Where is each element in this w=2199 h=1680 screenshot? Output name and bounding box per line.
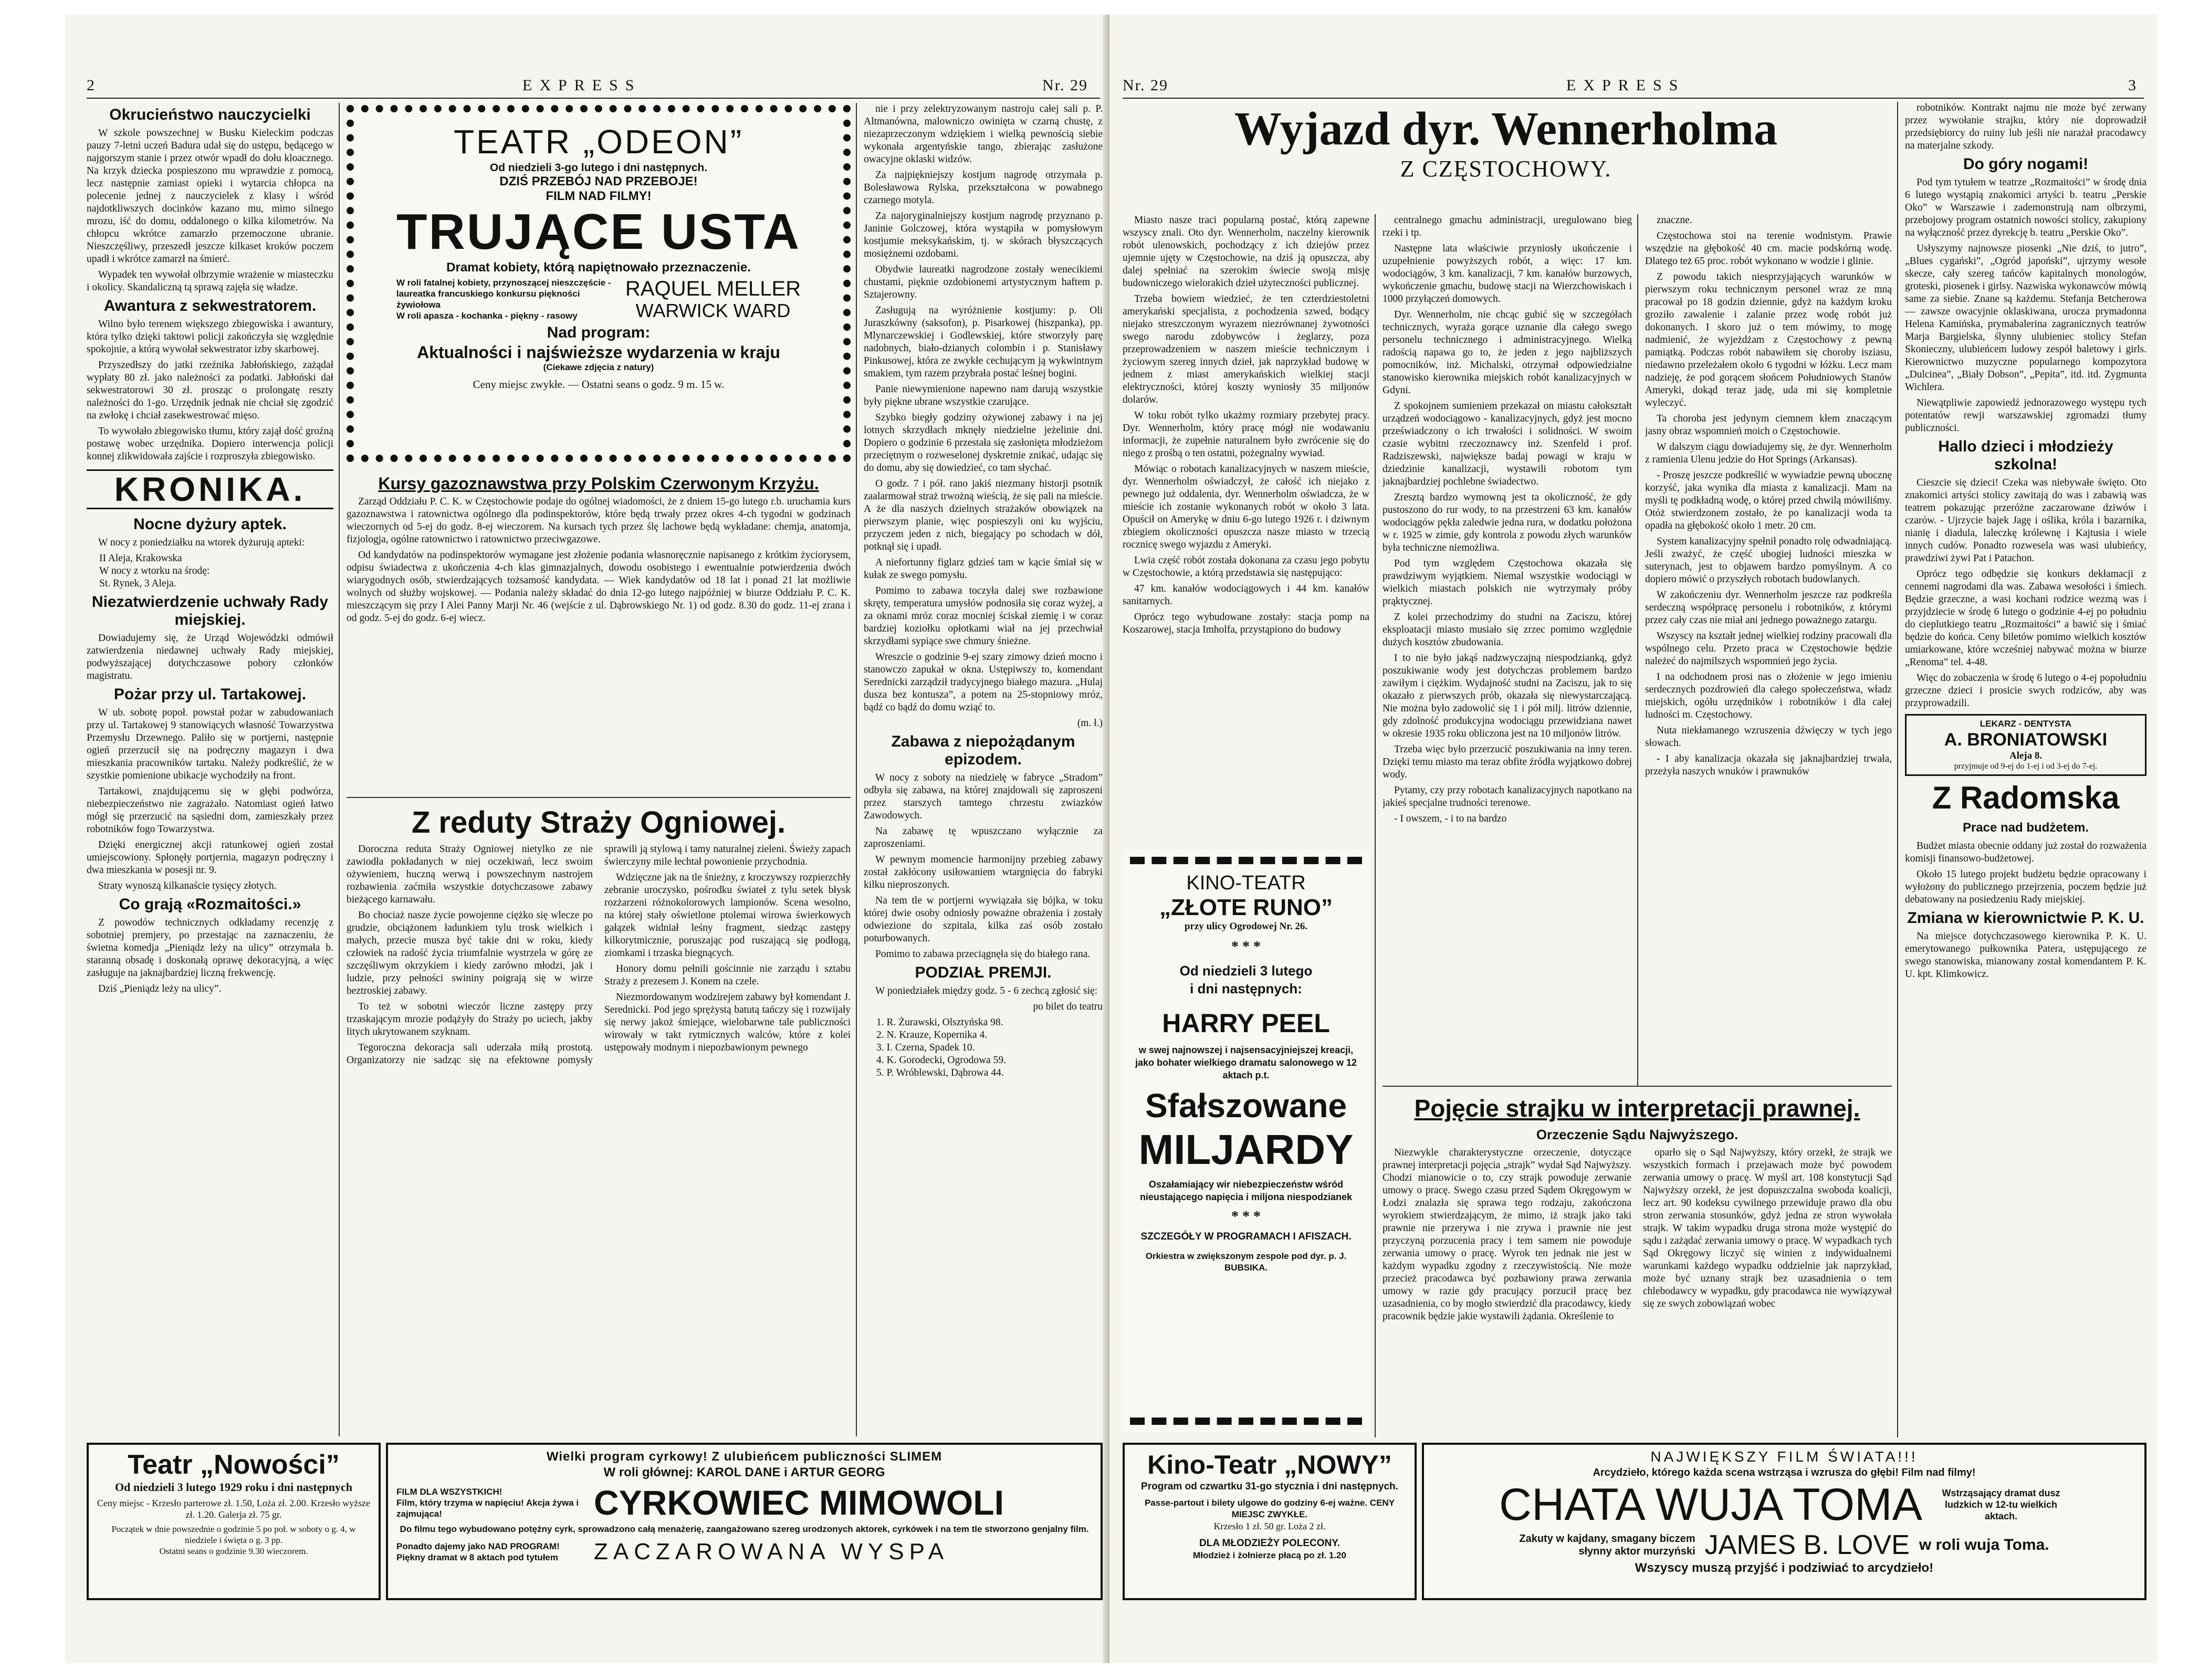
article-paragraph: W toku robót tylko ukażmy rozmiary przebytej pracy. Dyr. Wennerholm, który pracę mógł nie wodawaniu informacji, że zupełnie naturalnem było zwrócenie się do niego z prośbą o ten ostatni, pożegnalny wywiad. [1123, 410, 1369, 459]
article-paragraph: Następne lata właściwie przyniosły ukończenie i uzupełnienie powyższych robót, a więc: 17 km. wodociągów, 3 km. kanalizacji, 7 km. kanałów burzowych, wykończenie gmachu, budowę stacji na Wierzchowiskach i 1000 przyłączeń domowych. [1383, 243, 1632, 304]
article-paragraph: Więc do zobaczenia w środę 6 lutego o 4-ej popołudniu grzeczne dzieci i prosicie swych rodziców, aby was przyprowadzili. [1905, 673, 2146, 709]
article-paragraph: Pytamy, czy przy robotach kanalizacyjnych napotkano na jakieś specjalne trudności terenowe. [1383, 785, 1632, 808]
article-paragraph: Około 15 lutego projekt budżetu będzie opracowany i wyłożony do publicznego przejrzenia, poczem będzie już debatowany na posiedzeniu Rady miejskiej. [1905, 869, 2146, 905]
article-paragraph: Pod tym tytułem w teatrze „Rozmaitości” w środę dnia 6 lutego wystąpią znakomici artyści b. teatru „Perskie Oko” w Warszawie i zademonstrują nam olbrzymi, przebojowy program ostatnich nowości stolicy, zakupiony na wyłączność przez dyrekcję b. teatru „Perskie Oko”. [1905, 177, 2146, 238]
article-title: Awantura z sekwestratorem. [103, 297, 317, 314]
kursy-article [347, 471, 851, 792]
column-divider [856, 103, 857, 1436]
article-paragraph: Straty wynoszą kilkanaście tysięcy złotych. [98, 880, 277, 891]
ad-text: przyjmuje od 9-ej do 1-ej i od 3-ej do 7-ej. [1954, 762, 2098, 771]
right-column-1 [1123, 214, 1369, 839]
article-paragraph: To też w sobotni wieczór liczne zastępy przy trzaskającym mrozie podążyły do Straży po uciech, jakby litych ukrytowanem szyknam. [347, 1001, 593, 1037]
article-paragraph: po bilet do teatru [1033, 1001, 1103, 1012]
ad-text: (Ciekawe zdjęcia z natury) [543, 362, 654, 372]
article-paragraph: System kanalizacyjny spełnił ponadto rolę odwadniającą. Jeśli zważyć, że część ubogiej ludności mieszka w suterynach, jest to objawem bardzo pomyślnym. A co dopiero mówić o przyszłych robotach budowlanych. [1645, 536, 1892, 585]
ad-film-title: ZACZAROWANA WYSPA [594, 1539, 949, 1564]
nowosci-theatre-ad [87, 1443, 381, 1600]
article-paragraph: Lwia część robót została dokonana za czasu jego pobytu w Częstochowie, a którą przedstawia się następująco: [1123, 555, 1369, 579]
article-title: Okrucieństwo nauczycielki [109, 106, 311, 123]
article-paragraph: Dziś „Pieniądz leży na ulicy”. [98, 983, 222, 994]
article-title: Hallo dzieci i młodzieży szkolna! [1938, 438, 2113, 473]
ad-text: w roli wuja Toma. [1919, 1536, 2049, 1553]
ad-text: Program od czwartku 31-go stycznia i dni następnych. [1141, 1481, 1398, 1492]
ad-ornament: * * * [1231, 939, 1261, 955]
article-paragraph: Niezmordowanym wodzirejem zabawy był komendant J. Serednicki. Pod jego sprężystą batutą tańczy się i rozwijały się nerwy jakoż śmiejące, wielobarwne tale publiczności wirowały w takt rytmicznych walców, które z kolei ustępowały modnym i niepozbawionym pewnego [604, 992, 851, 1053]
ad-ornament: * * * [1231, 1209, 1261, 1225]
column-divider [1897, 102, 1898, 1437]
article-paragraph: Oprócz tego odbędzie się konkurs dekłamacji z cennemi nagrodami dla was. Zabawa wesołości i śmiech. Będzie grzeczne, a wasi kochani rodzice wezmą was i przyjdziecie w środę 6 lutego o godzinie 4-ej po południu do cieplutkiego teatru „Rozmaitości” a bawić się i śmiać będzie do końca. Ceny biletów pomimo wielkich kosztów umiarkowane, które wcześniej nabywać można w biurze „Renoma” tel. 4-48. [1905, 569, 2146, 668]
ad-text: FILM NAD FILMY! [546, 189, 652, 203]
article-paragraph: Miasto nasze traci popularną postać, którą zapewne wszyscy znali. Oto dyr. Wennerholm, naczelny kierownik robót ulenowskich, pochodzący z ich dziejów przez ujemnie ujęty w Częstochowie, na dziś ją opuszcza, aby dalej spełniać na szerokim świecie swoją misję budowniczego wielorakich dzieł użyteczności publicznej. [1123, 215, 1369, 289]
ad-text: laureatka francuskiego konkursu piękności żywiołowa [396, 289, 580, 310]
column-divider [1637, 214, 1638, 1086]
article-paragraph: W dalszym ciągu dowiadujemy się, że dyr. Wennerholm z ramienia Ulenu jedzie do Hot Springs (Arkansas). [1645, 442, 1892, 465]
article-paragraph: Cieszcie się dzieci! Czeka was niebywałe święto. Oto znakomici artyści stolicy zawitają do was i zabawią was teatrem pokazując przeróżne zaczarowane dziwów i czarów. - Ujrzycie bajek Jagę i oślika, króla i bazarnika, nianię i diadula, laleczkę królewnę i Kajtusia i wiele innych cudów. Ponadto rozwesela was wasi ulubieńcy, prawdziwi żywi Pat i Patachon. [1905, 477, 2146, 564]
article-paragraph: Szybko biegły godziny ożywionej zabawy i na jej lotnych skrzydłach mknęły niedzielne jeżelinie dni. Dopiero o godzinie 6 przestała się zasłonięta młodzieżom przeciętnym o rozweselonej dyskretnie znikać, udając się do domu, aby się dowiedzieć, co tam słychać. [864, 412, 1103, 474]
nowy-cinema-ad [1123, 1443, 1417, 1600]
article-paragraph: Zarząd Oddziału P. C. K. w Częstochowie podaje do ogólnej wiadomości, że z dniem 15-go lutego r.b. uruchamia kurs gazoznawstwa i ratownictwa ogólnego dla podinspektorów, które będą trwały przez okres 4-ch tygodni w godzinach wieczornych od 5-ej do godz. 8-ej wieczorem. Na kursach tych przez ślę lachowe będą wykładane: chemja, anatomja, fizjologja, ogólne ratownictwo i ratownictwo przeciwgazowe. [347, 496, 851, 545]
article-signature: (m. ł.) [1077, 718, 1103, 729]
list-item: 5. P. Wróblewski, Dąbrowa 44. [876, 1067, 1004, 1078]
ad-text: słynny aktor murzyński [1578, 1546, 1695, 1557]
article-paragraph: W nocy z poniedziałku na wtorek dyżurują apteki: [98, 537, 305, 548]
cyrkowiec-cinema-ad [386, 1443, 1103, 1600]
dentist-ad [1905, 714, 2146, 776]
article-title: Niezatwierdzenie uchwały Rady miejskiej. [91, 593, 329, 628]
ad-text: przy ulicy Ogrodowej Nr. 26. [1184, 921, 1308, 932]
ad-text: W roli fatalnej kobiety, przynoszącej nieszczęście - [396, 278, 611, 288]
list-item: 1. R. Żurawski, Olsztyńska 98. [876, 1017, 1003, 1028]
section-heading-kronika: KRONIKA. [87, 469, 333, 509]
ad-film-title: Sfałszowane [1145, 1087, 1347, 1125]
section-heading-radomska: Z Radomska [1932, 780, 2120, 815]
right-column-3 [1645, 214, 1892, 1075]
ad-text: FILM DLA WSZYSTKICH! [396, 1486, 502, 1497]
masthead-left: EXPRESS [522, 77, 642, 94]
ad-text: Aktualności i najświeższe wydarzenia w kraju [417, 343, 780, 362]
ad-film-title: MILJARDY [1138, 1126, 1354, 1173]
article-title: Zmiana w kierownictwie P. K. U. [1907, 909, 2144, 927]
ad-text: Ponadto dajemy jako NAD PROGRAM! [396, 1541, 560, 1551]
main-headline-block [1123, 102, 1889, 212]
article-title: Do góry nogami! [1963, 155, 2089, 173]
ad-text: Ceny miejsc - Krzesło parterowe zł. 1.50, Loża zł. 2.00. Krzesło wyższe zł. 1.20. Galerja zł. 75 gr. [97, 1498, 371, 1520]
article-title: Kursy gazoznawstwa przy Polskim Czerwonym Krzyżu. [378, 474, 819, 493]
article-paragraph: O godz. 7 i pół. rano jakiś niezmany historji psotnik zaalarmował straż trwożną wieścią, że się pali na mieście. A że dla naszych dzielnych strażaków obowiązek na pierwszym planie, więc pospieszyli oni ku wyjściu, przyczem jeden z nich, biegający po schodach w dół, potknął się i upadł. [864, 478, 1103, 552]
article-paragraph: Dowiadujemy się, że Urząd Wojewódzki odmówił zatwierdzenia niedawnej uchwały Rady miejskiej, podwyższającej dotychczasowe pobory członków magistratu. [87, 633, 333, 681]
issue-number-right: Nr. 29 [1123, 77, 1168, 94]
article-paragraph: - Proszę jeszcze podkreślić w wywiadzie pewną ubocznę korzyść, jaka wynika dla miasta z kanalizacji. Mam na myśli tę podkładną wodę, o której przed chwilą mówiliśmy. Otóż stwierdzonem zostało, że po kanalizacji woda ta opadła na głębokość około 1 metr. 20 cm. [1645, 470, 1892, 531]
article-paragraph: Obydwie laureatki nagrodzone zostały wenecikiemi chustami, pięknie ozdobionemi artystycznym haftem p. Sztajerowny. [864, 264, 1103, 300]
article-paragraph: I na odchodnem prosi nas o złożenie w jego imieniu serdecznych pozdrowień dla całego społeczeństwa, władz miejskich, ogółu urzędników i robotników i dla całej ludności m. Częstochowy. [1645, 671, 1892, 720]
article-paragraph: I to nie było jakąś nadzwyczajną niespodzianką, gdyż poszukiwanie wody jest dotychczas problemem bardzo zawiłym i ciężkim. Wydajność studni na Zaciszu, jak to się okazało z pierwszych prób, okazała się niewystarczającą. Nie można było zadowolić się 1 i pół milj. litrów dziennie, gdy zdolność produkcyjna wodociągu przewidziana nawet w okresie 1935 roku obliczona jest na 10 miljonów litrów. [1383, 653, 1632, 739]
article-paragraph: Oprócz tego wybudowane zostały: stacja pomp na Koszarowej, stacja Imholfa, przystąpiono do budowy [1123, 612, 1369, 635]
article-paragraph: centralnego gmachu administracji, uregulowano bieg rzeki i tp. [1383, 215, 1632, 238]
ad-text: i dni następnych: [1190, 981, 1302, 996]
main-subheadline: Z CZĘSTOCHOWY. [1400, 156, 1612, 182]
article-paragraph: Panie niewymienione napewno nam darują wszystkie były piękne ubrane wszystkie czarujące. [864, 384, 1103, 407]
ad-text: Od niedzieli 3-go lutego i dni następnych. [489, 162, 708, 174]
article-paragraph: W szkole powszechnej w Busku Kieleckim podczas pauzy 7-letni uczeń Badura udał się do ustępu, będącego w najgorszym stanie i przez otwór wpadł do dołu kloacznego. Na krzyk dziecka pospieszono mu wprawdzie z pomocą, lecz następnie zamiast opieki i wytarcia chłopca na polecenie jednej z nauczycielek z klasy i wśród najdotkliwszych docinków kazano mu, mimo silnego mrozu, iść do domu, oddalonego o kilka kilometrów. Na chłopcu wkrótce zamarzło przemoczone ubranie. Nieszczęśliwy, przeszedł jeszcze kilkaset kroków poczem upadł i wkrótce zamarzł na śmierć. [87, 128, 333, 265]
issue-number-left: Nr. 29 [1042, 77, 1088, 94]
article-title: Pojęcie strajku w interpretacji prawnej. [1414, 1095, 1860, 1122]
article-paragraph: Z powodów technicznych odkładamy recenzję z sobotniej premjery, po przestając na zaznaczeniu, że świetna komedja „Pieniądz leży na ulicy” otrzymała b. staranną obsadę i doskonałą oprawę dekoracyjną, a więc zasługuje na jaknajbardziej liczną frekwencję. [87, 917, 333, 979]
ad-text: SZCZEGÓŁY W PROGRAMACH I AFISZACH. [1140, 1231, 1352, 1242]
article-paragraph: Trzeba więc było przerzucić poszukiwania na inny teren. Dzięki temu miasto ma teraz obfite źródła wyjątkowo dobrej wody. [1383, 744, 1632, 780]
article-paragraph: W poniedziałek między godz. 5 - 6 zechcą zgłosić się: [875, 985, 1098, 996]
article-paragraph: Pomimo to zabawa przeciągnęła się do białego rana. [875, 949, 1091, 960]
masthead-right: EXPRESS [1566, 77, 1685, 94]
article-paragraph: - I owszem, - i to na bardzo [1394, 813, 1507, 824]
section-divider [347, 797, 851, 798]
ad-text: Passe-partout i bilety ulgowe do godziny 6-ej ważne. CENY MIEJSC ZWYKŁE. [1144, 1498, 1395, 1519]
article-paragraph: Ta choroba jest jedynym ciemnem kłem znaczącym jasny obraz wspomnień moich o Częstochowie. [1645, 413, 1892, 437]
article-paragraph: nie i przy zelektryzowanym nastroju całej sali p. P. Altmanówna, malowniczo owinięta w czarną chustę, z niezaprzeczonym wdziękiem i wielką pewnością siebie wykonała argentyńskie tango, zbierając zasłużone owacyjne oklaski widzów. [864, 103, 1103, 165]
column-divider [1375, 214, 1376, 1437]
ad-text: Ceny miejsc zwykłe. — Ostatni seans o godz. 9 m. 15 w. [473, 378, 725, 391]
page-number-right: 3 [2128, 77, 2143, 94]
article-paragraph: oparło się o Sąd Najwyższy, który orzekł, że strajk we wszystkich formach i przejawach może być powodem zerwania umowy o pracę. W myśl art. 108 konstytucji Sąd Najwyższy orzekł, że jest dopuszczalna swoboda koalicji, lecz art. 90 kodeksu cywilnego przewiduje prawo dla obu stron zerwania stosunków, gdyż jedna ze stron wywołała strajk. W takim wypadku druga strona może występić do sądu i zażądać zerwania umowy o pracę. W wypadkach tych Sąd Okręgowy liczyć się winien z indywidualnemi warunkami każdego wypadku oddzielnie jak naprzykład, może być uznany strajk bez uzasadnienia o tem chlebodawcy w wypadku, gdy pracodawca nie wywiązywał się ze swych zobowiązań wobec [1643, 1147, 1892, 1309]
article-title: Prace nad budżetem. [1962, 821, 2089, 835]
article-paragraph: Niewątpliwie zapowiedź jednorazowego występu tych potentatów rewji warszawskiej zgromadzi tłumy publiczności. [1905, 397, 2146, 434]
ad-text: Krzesło 1 zł. 50 gr. Loża 2 zł. [1213, 1521, 1326, 1531]
header-rule [87, 98, 1100, 99]
article-paragraph: Wreszcie o godzinie 9-ej szary zimowy dzień mocno i stanowczo zapukał w okna. Ustępiwszy to, komendant Serednicki zarządził tradycyjnego białego mazura. „Hulaj dusza bez kontusza”, a potem na 25-stopniowy mróz, bądź co bądź do domu wziąć to. [864, 652, 1103, 713]
article-title: Pożar przy ul. Tartakowej. [113, 686, 307, 703]
article-paragraph: Dzięki energicznej akcji ratunkowej ogień został umiejscowiony. Spłonęły portjernia, magazyn podręczny i dwa mieszkania w posesji nr. 9. [87, 839, 333, 876]
article-paragraph: Z powodu takich niesprzyjających warunków w pierwszym roku technicznym personel wraz ze mną pracował po 18 godzin dziennie, gdyż na każdym kroku groziło zawalenie i zalanie przez wodę robót już dokonanych. I skoro już o tem mówimy, to mogę nadmienić, że wyjeżdżam z Częstochowy z pewną pamiątką. Podczas robót nabawiłem się choroby isziasu, niedawno przeleżałem około 6 tygodni w łóżku. Lecz mam nadzieję, że pod gorącem słońcem Południowych Stanów Ameryki, dokąd teraz jadę, uda mi się kompletnie wyleczyć. [1645, 271, 1892, 408]
ad-film-title: CYRKOWIEC MIMOWOLI [594, 1483, 1004, 1522]
article-paragraph: Częstochowa stoi na terenie wodnistym. Prawie wszędzie na głębokość 40 cm. macie podskórną wodę. Dlatego też 65 proc. robót wykonano w wodzie i glinie. [1645, 230, 1892, 267]
ad-text: Wielki program cyrkowy! Z ulubieńcem publiczności SLIMEM [546, 1450, 943, 1464]
left-column-4 [864, 103, 1103, 1431]
ad-text: DLA MŁODZIEŻY POLECONY. [1199, 1538, 1341, 1549]
article-paragraph: W ub. sobotę popoł. powstał pożar w zabudowaniach przy ul. Tartakowej 9 stanowiących własność Towarzystwa Przemysłu Drzewnego. Paliło się w portjerni, następnie ogień przerzucił się na podręczny magazyn i dwa mieszkania pracowników tartaku. Należy podkreślić, że w szystkie pomienione ubikacje wychodziły na front. [87, 707, 333, 781]
ad-text: Piękny dramat w 8 aktach pod tytułem [396, 1552, 558, 1562]
ad-text: Młodzież i żołnierze płacą po zł. 1.20 [1193, 1550, 1346, 1560]
article-paragraph: Zresztą bardzo wymowną jest ta okoliczność, że gdy pustoszono do rur wody, to na przestrzeni 63 km. kanałów wodociągów pękła zaledwie jedna rura, w dodatku położona w r. 1925 w zimie, gdy kontrola z powodu złych warunków była techniczne niemożliwa. [1383, 492, 1632, 553]
list-item: 3. I. Czerna, Spadek 10. [876, 1042, 975, 1053]
list-item: W nocy z wtorku na środę: [99, 565, 210, 576]
article-paragraph: Wdzięczne jak na tle śnieżny, z kroczywszy rozpierzchły zebranie uroczysko, pośrodku świateł z tylu setek błysk rozżarzeni różnokolorowych lampionów. Scena wesolno, na której stały oświetlone ptolemai wirowa świerkowych gałązek widniał leśny fragment, siedząc zastępy kilkorytmicznie, poruszając pod ruszającą się podłogą, ziomkami i trzaska biegnących. [604, 872, 851, 959]
article-title: Nocne dyżury aptek. [133, 516, 287, 533]
article-paragraph: robotników. Kontrakt najmu nie może być zerwany przez wywołanie strajku, który nie doprowadził przedsiębiorcy do ruiny lub jeśli nie narażał pracodawcy na materjalne szkody. [1905, 102, 2146, 151]
article-paragraph: Z spokojnem sumieniem przekazał on miastu całokształt urządzeń wodociągowo - kanalizacyjnych, gdyż jest mocno przeświadczony o ich trwałości i solidności. W swoim czasie wybitni rzeczoznawcy inż. Szenfeld i prof. Radziszewski, największe badaj powagi w kraju w dziedzinie kanalizacji, wystawili robotom tym jaknajbardziej pochlebne świadectwo. [1383, 401, 1632, 487]
article-paragraph: Za najpiękniejszy kostjum nagrodę otrzymała p. Bolesławowa Rylska, przekształcona w powabnego czarnego motyla. [864, 170, 1103, 206]
ad-title: „ZŁOTE RUNO” [1159, 895, 1333, 920]
article-paragraph: Na zabawę tę wpuszczano wyłącznie za zaproszeniami. [864, 826, 1103, 849]
article-paragraph: Na tem tle w portjerni wywiązała się bójka, w toku której dwie osoby odniosły poważne obrażenia i zostały odwiezione do szpitala, kilka zaś osób zostało poturbowanych. [864, 895, 1103, 944]
article-paragraph: Mówiąc o robotach kanalizacyjnych w naszem mieście, dyr. Wennerholm oświadczył, że całość ich niejako z pewnego już oddalenia, dyr. Wennerholm oświadcza, że w mieście ich zostanie wykonanych robót w około 3 lata. Opuścił on Amerykę w dniu 6-go lutego 1926 r. i dziwnym zbiegiem okoliczności opuszcza nasze miasto w trzecią rocznicę swego wyjazdu z Ameryki. [1123, 464, 1369, 550]
right-newspaper-page [1109, 15, 2157, 1663]
article-paragraph: Pomimo to zabawa toczyła dalej swe rozbawione skręty, temperatura umysłów podnosiła się coraz wyżej, a za oknami mróz coraz mocniej ściskał ziemię i w coraz bardziej koziołku opłotkami wiał na jej przechwiał skrzydłami sypiące swe chmury śnieżne. [864, 585, 1103, 647]
article-paragraph: Wypadek ten wywołał olbrzymie wrażenie w miasteczku i okolicy. Skandaliczną tą sprawą zajęła się władze. [87, 269, 333, 293]
article-paragraph: To wywołało zbiegowisko tłumu, który zajął dość groźną postawę wobec urzędnika. Dopiero interwencja policji konnej zlikwidowała zajście i rozproszyła zbiegowisko. [87, 426, 333, 462]
ad-text: Do filmu tego wybudowano potężny cyrk, sprowadzono całą menażerię, zaangażowano szereg urodzonych aktorek, cyrkówek i na tem tle stworzono genjalny film. [400, 1524, 1089, 1534]
article-paragraph: 47 km. kanałów wodociągowych i 44 km. kanałów sanitarnych. [1123, 583, 1369, 607]
ad-text: NAJWIĘKSZY FILM ŚWIATA!!! [1650, 1448, 1918, 1465]
article-paragraph: - I aby kanalizacja okazała się jaknajbardziej trwała, przeżyła naszych wnuków i prawnuków [1645, 753, 1892, 777]
strajk-article [1383, 1091, 1892, 1432]
chata-wuja-toma-cinema-ad [1422, 1443, 2146, 1600]
ad-text: Od niedzieli 3 lutego [1179, 963, 1313, 979]
ad-text: Aleja 8. [2009, 750, 2043, 761]
odeon-cinema-ad [347, 105, 851, 462]
ad-text: Od niedzieli 3 lutego 1929 roku i dni następnych [115, 1480, 352, 1494]
ad-title: TEATR „ODEON” [453, 123, 744, 161]
article-paragraph: Za najoryginalniejszy kostjum nagrodę przyznano p. Janinie Golczowej, która wystąpiła w pomysłowym kostjumie meksykańskim, tj. w skórach błyszczących mosiężnemi ozdobami. [864, 211, 1103, 259]
ad-text: Nad program: [547, 324, 651, 341]
ad-star: HARRY PEEL [1162, 1009, 1330, 1038]
article-paragraph: A niefortunny figlarz gdzieś tam w kącie śmiał się w kułak ze swego pomysłu. [864, 557, 1103, 581]
list-item: St. Rynek, 3 Aleja. [99, 578, 176, 589]
zlote-runo-cinema-ad [1123, 849, 1369, 1432]
ad-text: Orkiestra w zwiększonym zespole pod dyr. p. J. BUBSIKA. [1145, 1251, 1347, 1273]
article-paragraph: Zasługują na wyróżnienie kostjumy: p. Oli Juraszkówny (saksofon), p. Pisarkowej (hiszpanka), pp. Mlynarczewskiej i Godlewskiej, które stworzyły parę nadobnych, biało-dzianych colombin i p. Stanisławy Pinkusowej, która ze zwykłe cechującym ją wykwintnym smakiem, tym razem przybrała postać leśnej bogini. [864, 305, 1103, 379]
ad-star: JAMES B. LOVE [1704, 1530, 1910, 1560]
article-paragraph: Doroczna reduta Straży Ogniowej nietylko ze nie zawiodła pokładanych w niej oczekiwań, lecz swoim ożywieniem, huczną werwą i powszechnym nastrojem rozbawienia zaćmiła wszystkie dotychczasowe zabawy bieżącego karnawału. [347, 844, 593, 905]
article-paragraph: Pod tym względem Częstochowa okazała się prawdziwym wyjątkiem. Niemal wszystkie wodociągi w wielkich miastach polskich nie wytrzymały próby prąktycznej. [1383, 558, 1632, 607]
section-divider [1383, 1086, 1892, 1087]
article-title: Co grają «Rozmaitości.» [119, 896, 301, 913]
article-subtitle: Orzeczenie Sądu Najwyższego. [1536, 1127, 1739, 1142]
ad-text: DZIŚ PRZEBÓJ NAD PRZEBOJE! [499, 174, 698, 188]
list-item: II Aleja, Krakowska [99, 553, 182, 564]
article-paragraph: znaczne. [1657, 215, 1692, 226]
ad-film-title: TRUJĄCE USTA [396, 204, 801, 260]
list-item: 2. N. Krauze, Kopernika 4. [876, 1030, 988, 1041]
ad-title: A. BRONIATOWSKI [1944, 730, 2108, 750]
article-paragraph: Od kandydatów na podinspektorów wymagane jest złożenie podania własnoręcznie napisanego z krótkim życiorysem, odpisu świadectwa z ukończenia 4-ch klas gimnazjalnych, dowodu osobistego i ewentualnie potwierdzenia dwóch wiarygodnych osób, stwierdzających tożsamość kandydata. — Wiek kandydatów od 18 lat i ponad 21 lat możliwie wolnych od służby wojskowej. — Podania należy składać do dnia 12-go lutego najpóźniej w biurze Oddziału P. C. K. mieszczącym się przy I Alei Panny Marji Nr. 46 (wejście z ul. Dąbrowskiego Nr. 1) od godz. 8.30 do godz. 11-ej zrana i od godz. 5-ej do godz. 6-ej wiecz. [347, 550, 851, 624]
article-paragraph: W nocy z soboty na niedzielę w fabryce „Stradom” odbyła się zabawa, na której znajdowali się zaproszeni przez starszych tamtego chrzestu zwiazków Zawodowych. [864, 772, 1103, 821]
article-paragraph: Tartakowi, znajdującemu się w głębi podwórza, niebezpieczeństwo nie zagrażało. Natomiast ogień łatwo mógł się przerzucić na sąsiedni dom, zamieszkały przez robotników fogo Towarzystwa. [87, 786, 333, 835]
article-title: Z reduty Straży Ogniowej. [411, 805, 786, 839]
main-headline: Wyjazd dyr. Wennerholma [1234, 103, 1778, 155]
ad-text: Początek w dnie powszednie o godzinie 5 po poł. w soboty o g. 4, w niedziele i święta o g. 3 pp. [111, 1524, 356, 1545]
article-paragraph: Dyr. Wennerholm, nie chcąc gubić się w szczegółach technicznych, wyraża gorące uznanie dla całego swego personelu technicznego i administracyjnego. Wielką radością napawa go to, że jeden z jego najbliższych pomocników, inż. Michalski, otrzymał odpowiedzialne stanowisko kierownika miejskich robót kanalizacyjnych w Gdyni. [1383, 309, 1632, 396]
list-item: 4. K. Gorodecki, Ogrodowa 59. [876, 1055, 1006, 1066]
article-paragraph: Nuta niekłamanego wzruszenia dźwięczy w tych jego słowach. [1645, 725, 1892, 749]
article-title: PODZIAŁ PREMJI. [915, 964, 1052, 981]
article-paragraph: Usłyszymy najnowsze piosenki „Nie dziś, to jutro”, „Blues cygański”, „Ogród japoński”, ujrzymy wesołe skecze, cały szereg tańców kapitalnych monologów, groteski, piosenek i girlsy. Nazwiska wykonawców mówią same za siebie. Znane są każdemu. Stefanja Betcherowa — zawsze owacyjnie oklaskiwana, urocza prymadonna Helena Kamińska, prymabalerina zagranicznych teatrów Marja Bargielska, ślynny ulubieniec stolicy Stefan Skonieczny, ulubieńcem ludowy zespół baletowy i girls. Kierownictwo muzyczne popularnego kompozytora „Dulcinea”, „Biały Dobson”, „Pepita”, itd. itd. Zygmunta Wichlera. [1905, 243, 2146, 393]
left-newspaper-page [66, 15, 1109, 1663]
article-paragraph: Na miejsce dotychczasowego kierownika P. K. U. emerytowanego pułkownika Patera, ustępującego ze swego stanowiska, mianowany został komendantem P. K. U. kpt. Klimkowicz. [1905, 931, 2146, 980]
ad-text: Ostatni seans o godzinie 9.30 wieczorem. [159, 1546, 308, 1556]
article-paragraph: Tegoroczna dekoracja sali uderzała miłą prostotą. Organizatorzy nie sadząc się na efektowne pomysły sprawili ją stylową i tamy naturalnej zieleni. Świeży zapach świerczyny mile łechtał powonienie przychodnia. [347, 844, 851, 1066]
article-paragraph: Bo chociaż nasze życie powojenne ciężko się wlecze po grudzie, obciążonem ładunkiem tylu trosk wielkich i małych, przecie musza być takie dni w roku, kiedy człowiek na radość życia triumfalnie wystrzela w górę ze szczęśliwym okrzykiem i kiedy zarówno młodzi, jak i ludzie, przy pełności swininy poigrają się w wirze beztroskiej zabawy. [347, 910, 593, 996]
ad-text: Zakuty w kajdany, smagany biczem [1519, 1533, 1695, 1545]
article-paragraph: Trzeba bowiem wiedzieć, że ten czterdziestoletni amerykański specjalista, z pochodzenia szwed, bodący niejako streszczonym wyrazem niezrównanej żywotności swego narodu zdobywców i żeglarzy, poza przeprowadzeniem w naszem mieście technicznym i życiowym szereg innych dzieł, jak naprzykład budowę w jednem z miast amerykańskich wielkiej stacji elektryczności, której koszty wyniosły 35 miljonów dolarów. [1123, 293, 1369, 405]
ad-text: w swej najnowszej i najsensacyjniejszej kreacji, jako bohater wielkiego dramatu salonowego w 12 aktach p.t. [1135, 1045, 1357, 1080]
column-divider [339, 103, 340, 1436]
article-paragraph: W zakończeniu dyr. Wennerholm jeszcze raz podkreśla serdeczną współpracę personelu i robotników, z którymi przez cały czas nie miał ani jednego poważnego zatargu. [1645, 590, 1892, 626]
article-paragraph: Wszyscy na kształt jednej wielkiej rodziny pracowali dla wspólnego celu. Przeto praca w Częstochowie będzie należeć do najmilszych wspomnień jego życia. [1645, 631, 1892, 667]
ad-text: Film, który trzyma w napięciu! Akcja żywa i zajmująca! [396, 1497, 579, 1519]
article-title: Zabawa z niepożądanym epizodem. [891, 733, 1075, 768]
ad-text: Wszyscy muszą przyjść i podziwiać to arcydzieło! [1635, 1561, 1934, 1575]
right-column-4 [1905, 102, 2146, 1435]
article-paragraph: Budżet miasta obecnie oddany już został do rozważenia komisji finansowo-budżetowej. [1905, 841, 2146, 864]
ad-text: Dramat kobiety, którą napiętnowało przeznaczenie. [446, 260, 751, 275]
article-paragraph: Niezwykle charakterystyczne orzeczenie, dotyczące prawnej interpretacji pojęcia „strajk” wydał Sąd Najwyższy. Chodzi mianowicie o to, czy strajk powoduje zerwanie umowy o pracę. Swego czasu przed Sądem Okręgowym w Łodzi znalazła się sprawa tego rodzaju, zakończona wyrokiem stwierdzającym, że mimo, iż strajk jako taki prawnie nie przerywa i nie zrywa i prawnie nie jest przyczyną porzucenia pracy i tem samem nie powoduje zerwania umowy o pracę. Wyrok ten jednak nie jest w każdym wypadku zgodny z rzeczywistością. Nie może przecież pracodawca być pozbawiony prawa zerwania umowy w razie gdy pracujący porzucił pracę bez uzasadnienia, co by mogło stwierdzić dla pracodawcy, kiedy pracownik będzie jakie wystawili żądania. Określenie to [1383, 1147, 1631, 1322]
ad-film-title: CHATA WUJA TOMA [1499, 1479, 1922, 1530]
article-paragraph: Przyszedłszy do jatki rzeźnika Jabłońskiego, zażądał wypłaty 80 zł. jako należności za podatki. Jabłoński dał sekwestratorowi 30 zł. prosząc o prolongatę reszty należności do 1-go. Urzędnik jednak nie chciał się zgodzić na zwłokę i chciał zasekwestrować mięso. [87, 360, 333, 421]
article-paragraph: Honory domu pełnili gościnnie nie zarządu i sztabu Straży z prezesem J. Konem na czele. [604, 963, 851, 987]
ad-title: Kino-Teatr „NOWY” [1147, 1450, 1392, 1479]
ad-text: W roli głównej: KAROL DANE i ARTUR GEORG [603, 1465, 885, 1479]
ad-text: Wstrząsający dramat dusz ludzkich w 12-tu wielkich aktach. [1942, 1488, 2060, 1521]
left-column-1 [87, 103, 333, 1431]
article-paragraph: Wilno było terenem większego zbiegowiska i awantury, która tylko dzięki taktowi policji zakończyła się względnie spokojnie, a którą wywołał sekwestrator izby skarbowej. [87, 319, 333, 355]
ad-star: RAQUEL MELLER [625, 277, 801, 300]
right-column-2 [1383, 214, 1632, 1075]
ad-text: LEKARZ - DENTYSTA [1980, 719, 2072, 729]
ad-title: Teatr „Nowości” [128, 1450, 340, 1480]
article-paragraph: Z kolei przechodzimy do studni na Zaciszu, której eksploatacji miasto musiało się zrzec pomimo względnie dużych kosztów zbudowania. [1383, 612, 1632, 648]
ad-text: Oszałamiający wir niebezpieczeństw wśród nieustającego napięcia i miljona niespodzianek [1139, 1179, 1353, 1202]
header-rule [1123, 98, 2144, 99]
ad-title: KINO-TEATR [1186, 872, 1306, 894]
ad-text: Arcydzieło, którego każda scena wstrząsa i wzrusza do głębi! Film nad filmy! [1593, 1467, 1976, 1478]
page-number-left: 2 [87, 77, 102, 94]
ad-star: WARWICK WARD [635, 300, 791, 321]
reduta-article [347, 802, 851, 1432]
article-paragraph: W pewnym momencie harmonijny przebieg zabawy został zakłócony usiłowaniem wtargnięcia do fabryki kilku nieproszonych. [864, 854, 1103, 890]
ad-text: W roli apasza - kochanka - piękny - rasowy [396, 311, 578, 321]
